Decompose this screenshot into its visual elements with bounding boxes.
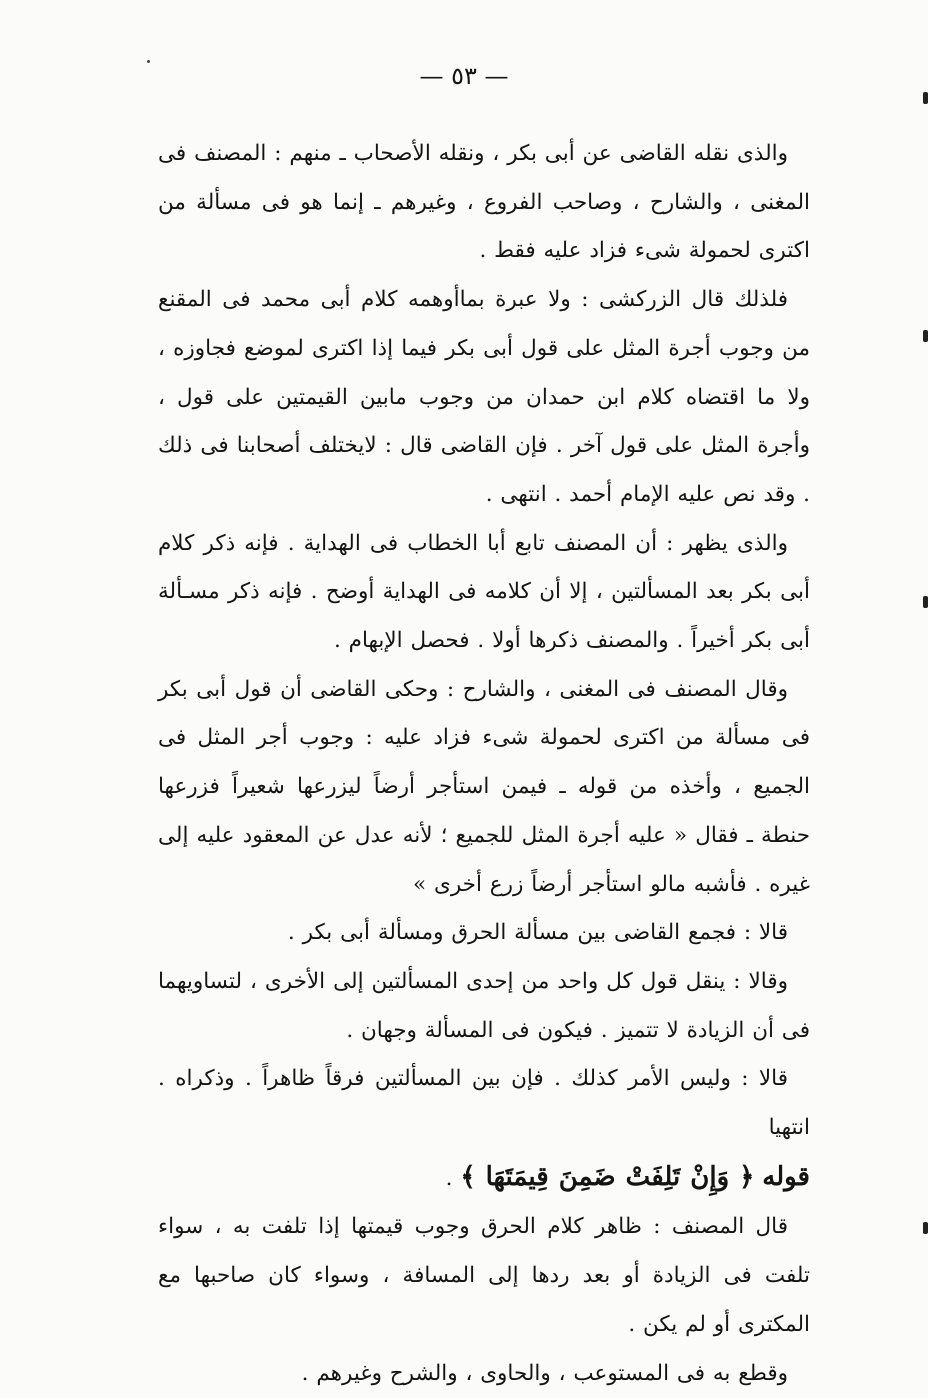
- heading-lead: قوله: [762, 1161, 810, 1192]
- paragraph: قالا : وليس الأمر كذلك . فإن بين المسألتين فرقاً ظاهراً . وذكراه . انتهيا: [158, 1066, 810, 1141]
- scan-speck: [147, 60, 150, 63]
- margin-mark: [923, 92, 928, 104]
- paragraph: والذى يظهر : أن المصنف تابع أبا الخطاب فى الهداية . فإنه ذكر كلام أبى بكر بعد المسألتين ، إلا أن كلامه فى الهداية أوضح . فإنه ذكر مسـألة أبى بكر أخيراً . والمصنف ذكرها أولا . فحصل الإبهام .: [158, 530, 810, 654]
- margin-mark: [923, 330, 928, 342]
- paragraph: وقالا : ينقل قول كل واحد من إحدى المسألتين إلى الأخرى ، لتساويهما فى أن الزيادة لا تتميز . فيكون فى المسألة وجهان .: [158, 968, 810, 1043]
- paragraph: قالا : فجمع القاضى بين مسألة الحرق ومسألة أبى بكر .: [287, 920, 788, 946]
- document-body: [158, 130, 810, 1398]
- quran-verse-heading: [158, 1153, 810, 1204]
- margin-mark: [923, 1222, 928, 1234]
- margin-mark: [923, 596, 928, 608]
- quran-quote: ﴿ وَإِنْ تَلِفَتْ ضَمِنَ قِيمَتَهَا ﴾: [460, 1161, 755, 1192]
- paragraph: وقال المصنف فى المغنى ، والشارح : وحكى القاضى أن قول أبى بكر فى مسألة من اكترى لحمولة شىء فزاد عليه : وجوب أجر المثل فى الجميع ، وأخذه من قوله ـ فيمن استأجر أرضاً ليزرعها شعيراً فزرعها حنطة ـ فقال « عليه أجرة المثل للجميع ؛ لأنه عدل عن المعقود عليه إلى غيره . فأشبه مالو استأجر أرضاً زرع أخرى »: [158, 676, 810, 897]
- paragraph: وقطع به فى المستوعب ، والحاوى ، والشرح وغيرهم .: [301, 1360, 788, 1386]
- paragraph: قال المصنف : ظاهر كلام الحرق وجوب قيمتها إذا تلفت به ، سواء تلفت فى الزيادة أو بعد ردها إلى المسافة ، وسواء كان صاحبها مع المكترى أو لم يكن .: [158, 1214, 810, 1337]
- paragraph: والذى نقله القاضى عن أبى بكر ، ونقله الأصحاب ـ منهم : المصنف فى المغنى ، والشارح ، وصاحب الفروع ، وغيرهم ـ إنما هو فى مسألة من اكترى لحمولة شىء فزاد عليه فقط .: [158, 141, 810, 264]
- page-number: — ٥٣ —: [419, 62, 509, 90]
- heading-tail: .: [445, 1165, 453, 1191]
- paragraph: فلذلك قال الزركشى : ولا عبرة بماأوهمه كلام أبى محمد فى المقنع من وجوب أجرة المثل على قول أبى بكر فيما إذا اكترى لموضع فجاوزه ، ولا ما اقتضاه كلام ابن حمدان من وجوب مابين القيمتين على قول ، وأجرة المثل على قول آخر . فإن القاضى قال : لايختلف أصحابنا فى ذلك . وقد نص عليه الإمام أحمد . انتهى .: [158, 287, 810, 507]
